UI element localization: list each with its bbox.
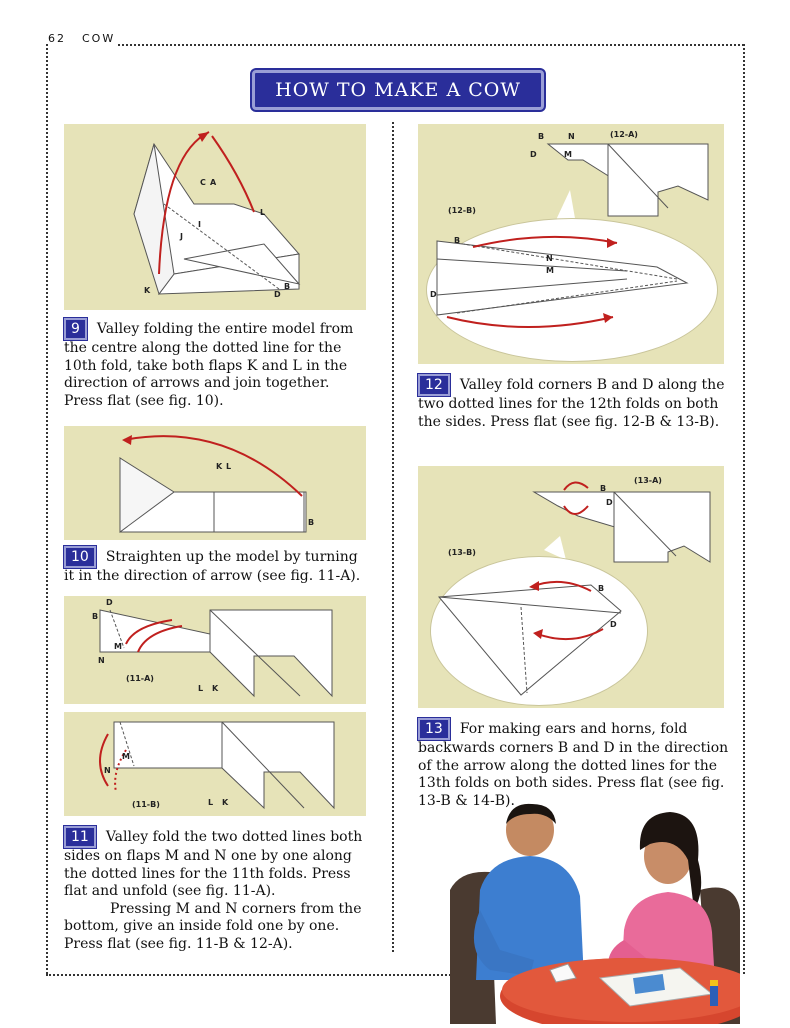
fig11b-label-l: L: [208, 798, 214, 807]
children-photo: [450, 800, 740, 1024]
fig11a-label-n: N: [98, 656, 105, 665]
figure-9: [64, 124, 366, 310]
fig9-label-i: I: [198, 220, 201, 229]
step-11: [64, 826, 364, 953]
fig13b-label-b: B: [598, 584, 605, 593]
fig11a-label-b: B: [92, 612, 99, 621]
step-9-badge: 9: [64, 318, 87, 340]
figure-11b: [64, 712, 366, 816]
fig11b-label-n: N: [104, 766, 111, 775]
fig12a-label-n: N: [568, 132, 575, 141]
fig9-label-c: C: [200, 178, 206, 187]
fig12b-label-b: B: [454, 236, 461, 245]
right-dotted-rule: [743, 44, 745, 974]
fig11b-diagram: [64, 712, 366, 816]
column-divider: [392, 122, 394, 952]
step-11-text-2: Pressing M and N corners from the bottom, give an inside fold one by one. Press flat (see fig. 11-B & 12-A).: [64, 900, 362, 952]
fig10-diagram: [64, 426, 366, 540]
page-title: HOW TO MAKE A COW: [252, 70, 544, 110]
fig9-label-l: L: [260, 208, 266, 217]
fig12b-diagram: [427, 219, 717, 361]
fig9-label-b: B: [284, 282, 291, 291]
left-dotted-rule: [46, 44, 48, 974]
fig11a-label-l: L: [198, 684, 204, 693]
fig10-label-b: B: [308, 518, 315, 527]
step-13-text: For making ears and horns, fold backwards corners B and D in the direction of the arrow along the dotted lines for the 13th folds on both sides. Press flat (see fig. 13-B & 14-B).: [418, 721, 729, 809]
fig12a-label-d: D: [530, 150, 537, 159]
fig13b-oval: [430, 556, 648, 706]
figure-10: [64, 426, 366, 540]
fig12b-caption: (12-B): [448, 206, 476, 215]
fig11b-caption: (11-B): [132, 800, 160, 809]
fig12b-label-d: D: [430, 290, 437, 299]
fig13a-label-b: B: [600, 484, 607, 493]
fig12a-label-m: M: [564, 150, 572, 159]
fig9-label-d: D: [274, 290, 281, 299]
fig13b-label-d: D: [610, 620, 617, 629]
fig12a-caption: (12-A): [610, 130, 638, 139]
section-name: COW: [82, 32, 116, 45]
step-10: [64, 546, 364, 586]
step-13-badge: 13: [418, 718, 450, 740]
fig10-label-k: K: [216, 462, 223, 471]
figure-11a: [64, 596, 366, 704]
step-10-text: Straighten up the model by turning it in the direction of arrow (see fig. 11-A).: [64, 549, 361, 584]
fig13b-caption: (13-B): [448, 548, 476, 557]
fig13a-caption: (13-A): [634, 476, 662, 485]
bottom-dotted-rule: [46, 974, 486, 976]
step-12-badge: 12: [418, 374, 450, 396]
figure-13: [418, 466, 724, 708]
fig13a-label-d: D: [606, 498, 613, 507]
children-illustration: [450, 800, 740, 1024]
fig11b-label-m: M: [122, 752, 130, 761]
fig12b-oval: [426, 218, 718, 362]
page-number: 62: [48, 32, 66, 45]
step-9: [64, 318, 364, 410]
step-13: [418, 718, 730, 810]
step-10-badge: 10: [64, 546, 96, 568]
top-dotted-rule: [118, 44, 744, 46]
step-12: [418, 374, 728, 431]
fig13b-diagram: [431, 557, 647, 705]
fig9-label-a: A: [210, 178, 217, 187]
fig12b-label-n: N: [546, 254, 553, 263]
fig10-label-l: L: [226, 462, 232, 471]
fig11a-label-d: D: [106, 598, 113, 607]
fig11a-label-k: K: [212, 684, 219, 693]
fig11a-label-m: M: [114, 642, 122, 651]
step-11-badge: 11: [64, 826, 96, 848]
step-12-text: Valley fold corners B and D along the two dotted lines for the 12th folds on both the sides. Press flat (see fig. 12-B & 13-B).: [418, 377, 725, 430]
running-header: [48, 32, 115, 45]
fig11b-label-k: K: [222, 798, 229, 807]
fig9-diagram: [64, 124, 366, 310]
figure-12: [418, 124, 724, 364]
step-9-text: Valley folding the entire model from the centre along the dotted line for the 10th fold, take both flaps K and L in the direction of arrows and join together. Press flat (see fig. 10).: [64, 321, 354, 409]
fig11a-caption: (11-A): [126, 674, 154, 683]
fig12a-label-b: B: [538, 132, 545, 141]
fig9-label-k: K: [144, 286, 151, 295]
fig9-label-j: J: [180, 232, 183, 241]
step-11-text: Valley fold the two dotted lines both sides on flaps M and N one by one along the dotted lines for the 11th folds. Press flat and unfold (see fig. 11-A).: [64, 829, 363, 899]
fig12b-label-m: M: [546, 266, 554, 275]
